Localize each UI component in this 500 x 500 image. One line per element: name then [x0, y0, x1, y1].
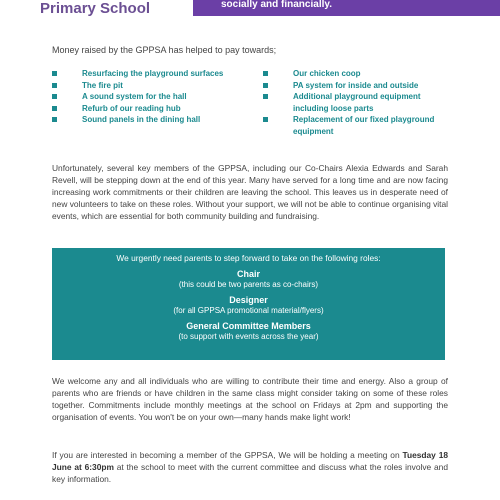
- roles-intro: We urgently need parents to step forward to take on the following roles:: [116, 253, 381, 263]
- role-desc-designer: (for all GPPSA promotional material/flyers): [173, 306, 324, 315]
- bullet-square-icon: [263, 83, 268, 88]
- paragraph-meeting: If you are interested in becoming a member of the GPPSA, We will be holding a meeting on Tuesday 18 June at 6:30pm at the school to meet with the current committee and discuss what the roles involve and key information.: [52, 450, 449, 484]
- intro-text: Money raised by the GPPSA has helped to pay towards;: [52, 45, 277, 55]
- list-item: Additional playground equipment including loose parts: [263, 91, 468, 114]
- list-item: Replacement of our fixed playground equipment: [263, 114, 468, 137]
- header: [0, 0, 500, 22]
- list-item: Refurb of our reading hub: [52, 103, 257, 115]
- paragraph-welcome: We welcome any and all individuals who are willing to contribute their time and energy. Also a group of parents who are friends or have children in the same class might consider taking on some of these roles together. Commitments include monthly meetings at the school on Fridays at 2pm and supporting the organisation of events. You won't be on your own—many hands make light work!: [52, 376, 448, 422]
- bullet-square-icon: [52, 71, 57, 76]
- funded-items-right: [263, 68, 468, 137]
- funded-items-left: [52, 68, 257, 126]
- list-item: The fire pit: [52, 80, 257, 92]
- bullet-square-icon: [263, 117, 268, 122]
- role-desc-chair: (this could be two parents as co-chairs): [178, 280, 319, 289]
- bullet-square-icon: [52, 106, 57, 111]
- roles-box: [52, 248, 445, 360]
- list-item: Resurfacing the playground surfaces: [52, 68, 257, 80]
- role-title-designer: Designer: [229, 295, 268, 305]
- role-desc-committee: (to support with events across the year): [178, 332, 319, 341]
- banner-text: socially and financially.: [221, 0, 332, 10]
- school-name: Primary School: [40, 0, 151, 17]
- role-title-committee: General Committee Members: [186, 321, 311, 331]
- list-item: Sound panels in the dining hall: [52, 114, 257, 126]
- bullet-square-icon: [263, 94, 268, 99]
- list-item: A sound system for the hall: [52, 91, 257, 103]
- bullet-square-icon: [52, 83, 57, 88]
- role-title-chair: Chair: [236, 269, 260, 279]
- paragraph-volunteers-needed: Unfortunately, several key members of the GPPSA, including our Co-Chairs Alexia Edwards and Sarah Revell, will be stepping down at the end of this year. Many have served for a long time and are now facing increasing work commitments or their children are leaving the school. This leaves us in desperate need of new volunteers to take on these roles. Without your support, we will not be able to continue organising vital events, which are essential for both community building and fundraising.: [52, 163, 448, 221]
- list-item: Our chicken coop: [263, 68, 468, 80]
- bullet-square-icon: [52, 94, 57, 99]
- bullet-square-icon: [52, 117, 57, 122]
- list-item: PA system for inside and outside: [263, 80, 468, 92]
- meeting-date: Tuesday 18 June at 6:30pm: [52, 450, 449, 472]
- bullet-square-icon: [263, 71, 268, 76]
